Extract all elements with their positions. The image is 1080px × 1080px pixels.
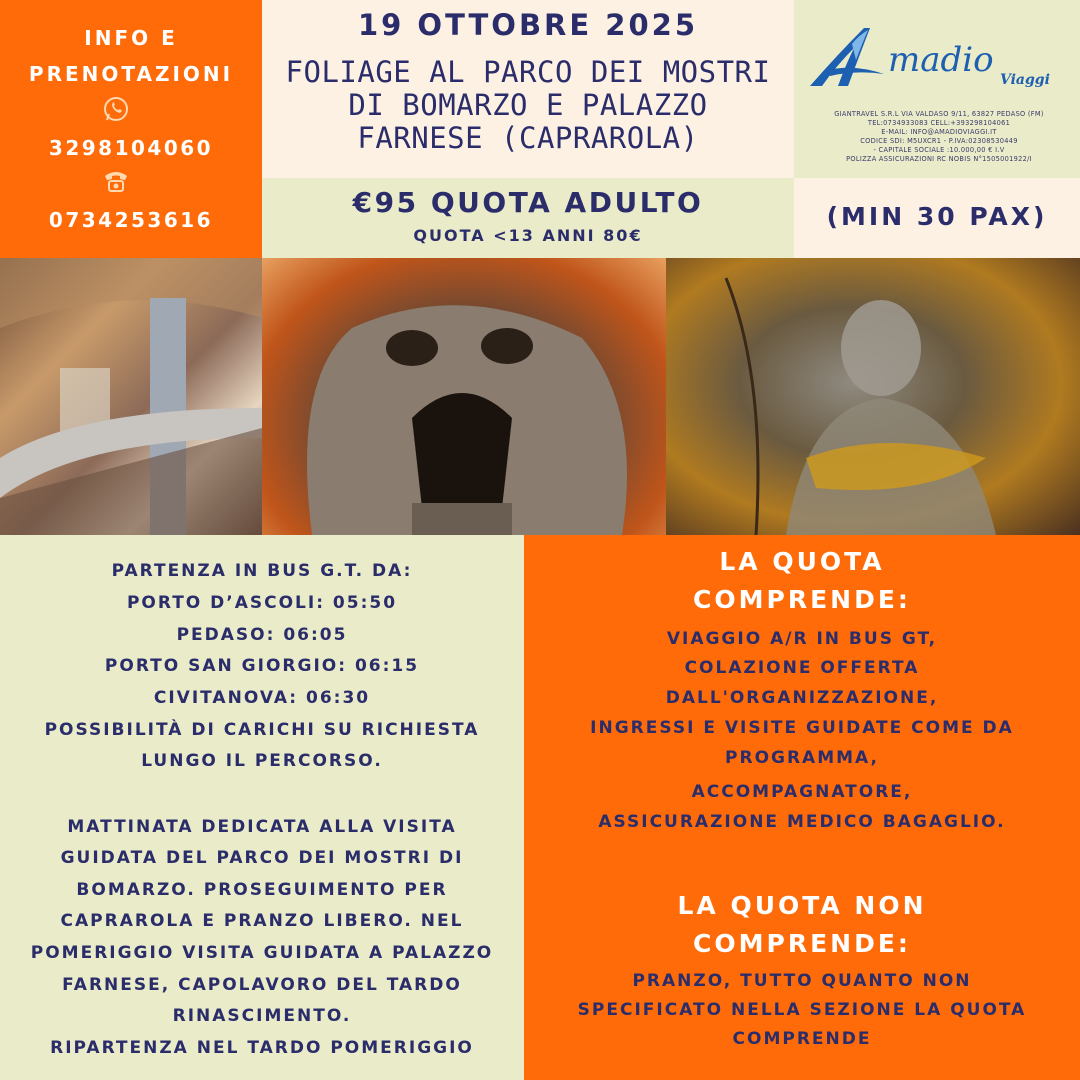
- title-line: FARNESE (CAPRAROLA): [357, 121, 699, 155]
- program-line: PEDASO: 06:05: [176, 625, 348, 645]
- program-line: PARTENZA IN BUS G.T. DA:: [111, 561, 413, 581]
- palazzo-farnese-photo: [0, 258, 262, 535]
- includes-line: ACCOMPAGNATORE,: [691, 782, 913, 802]
- bomarzo-orco-photo: [262, 258, 666, 535]
- program-line: RINASCIMENTO.: [172, 1006, 352, 1026]
- program-line: POSSIBILITÀ DI CARICHI SU RICHIESTA: [44, 720, 480, 740]
- excludes-line: PRANZO, TUTTO QUANTO NON: [632, 971, 972, 991]
- company-line: E-MAIL: INFO@AMADIOVIAGGI.IT: [881, 128, 997, 136]
- company-line: POLIZZA ASSICURAZIONI RC NOBIS N°1505001922/I: [846, 155, 1032, 163]
- excludes-line: COMPRENDE: [732, 1029, 872, 1049]
- program-line: POMERIGGIO VISITA GUIDATA A PALAZZO: [30, 943, 494, 963]
- info-panel: [0, 0, 262, 258]
- includes-line: ASSICURAZIONE MEDICO BAGAGLIO.: [598, 812, 1006, 832]
- phone-landline[interactable]: 0734253616: [48, 208, 214, 232]
- logo-sub: Viaggi: [1000, 72, 1050, 88]
- title-line: DI BOMARZO E PALAZZO: [348, 88, 708, 122]
- price-child: QUOTA <13 ANNI 80€: [413, 226, 643, 245]
- min-pax-panel: [794, 178, 1080, 258]
- company-line: GIANTRAVEL S.R.L VIA VALDASO 9/11, 63827 PEDASO (FM): [834, 110, 1044, 118]
- includes-heading: LA QUOTA: [719, 547, 885, 576]
- includes-line: VIAGGIO A/R IN BUS GT,: [666, 629, 938, 649]
- program-line: FARNESE, CAPOLAVORO DEL TARDO: [62, 975, 462, 995]
- company-line: - CAPITALE SOCIALE :10.000,00 € I.V: [873, 146, 1005, 154]
- program-line: LUNGO IL PERCORSO.: [141, 751, 383, 771]
- company-line: TEL:0734933083 CELL:+393298104061: [867, 119, 1011, 127]
- program-panel: [0, 535, 524, 1080]
- includes-line: PROGRAMMA,: [725, 748, 879, 768]
- program-line: RIPARTENZA NEL TARDO POMERIGGIO: [50, 1038, 474, 1058]
- program-line: PORTO D’ASCOLI: 05:50: [126, 593, 398, 613]
- telephone-icon: [101, 166, 131, 196]
- price-panel: [262, 178, 794, 258]
- whatsapp-icon: [101, 94, 131, 124]
- info-heading-line2: PRENOTAZIONI: [28, 62, 234, 86]
- company-line: CODICE SDI: M5UXCR1 - P.IVA:02308530449: [860, 137, 1018, 145]
- amadio-logo-icon: [808, 24, 888, 90]
- program-line: MATTINATA DEDICATA ALLA VISITA: [67, 817, 457, 837]
- program-line: GUIDATA DEL PARCO DEI MOSTRI DI: [60, 848, 464, 868]
- excludes-heading: COMPRENDE:: [693, 929, 911, 958]
- excludes-heading: LA QUOTA NON: [677, 891, 927, 920]
- quota-panel: [524, 535, 1080, 1080]
- company-details: [804, 110, 1074, 164]
- title-line: FOLIAGE AL PARCO DEI MOSTRI: [285, 55, 771, 89]
- program-line: CIVITANOVA: 06:30: [153, 688, 371, 708]
- excludes-line: SPECIFICATO NELLA SEZIONE LA QUOTA: [577, 1000, 1027, 1020]
- title-panel: [262, 0, 794, 178]
- min-pax: (MIN 30 PAX): [826, 202, 1048, 231]
- phone-mobile[interactable]: 3298104060: [48, 136, 214, 160]
- includes-line: DALL'ORGANIZZAZIONE,: [665, 688, 939, 708]
- program-line: BOMARZO. PROSEGUIMENTO PER: [76, 880, 448, 900]
- program-line: PORTO SAN GIORGIO: 06:15: [104, 656, 420, 676]
- includes-heading: COMPRENDE:: [693, 585, 911, 614]
- event-title: [262, 56, 794, 155]
- logo-panel: [794, 0, 1080, 178]
- price-adult: €95 QUOTA ADULTO: [352, 186, 704, 219]
- bomarzo-statue-photo: [666, 258, 1080, 535]
- program-line: CAPRAROLA E PRANZO LIBERO. NEL: [60, 911, 464, 931]
- event-date: 19 OTTOBRE 2025: [357, 8, 699, 42]
- logo-brand: madio: [888, 40, 994, 80]
- includes-line: COLAZIONE OFFERTA: [684, 658, 920, 678]
- info-heading-line1: INFO E: [84, 26, 178, 50]
- includes-line: INGRESSI E VISITE GUIDATE COME DA: [590, 718, 1014, 738]
